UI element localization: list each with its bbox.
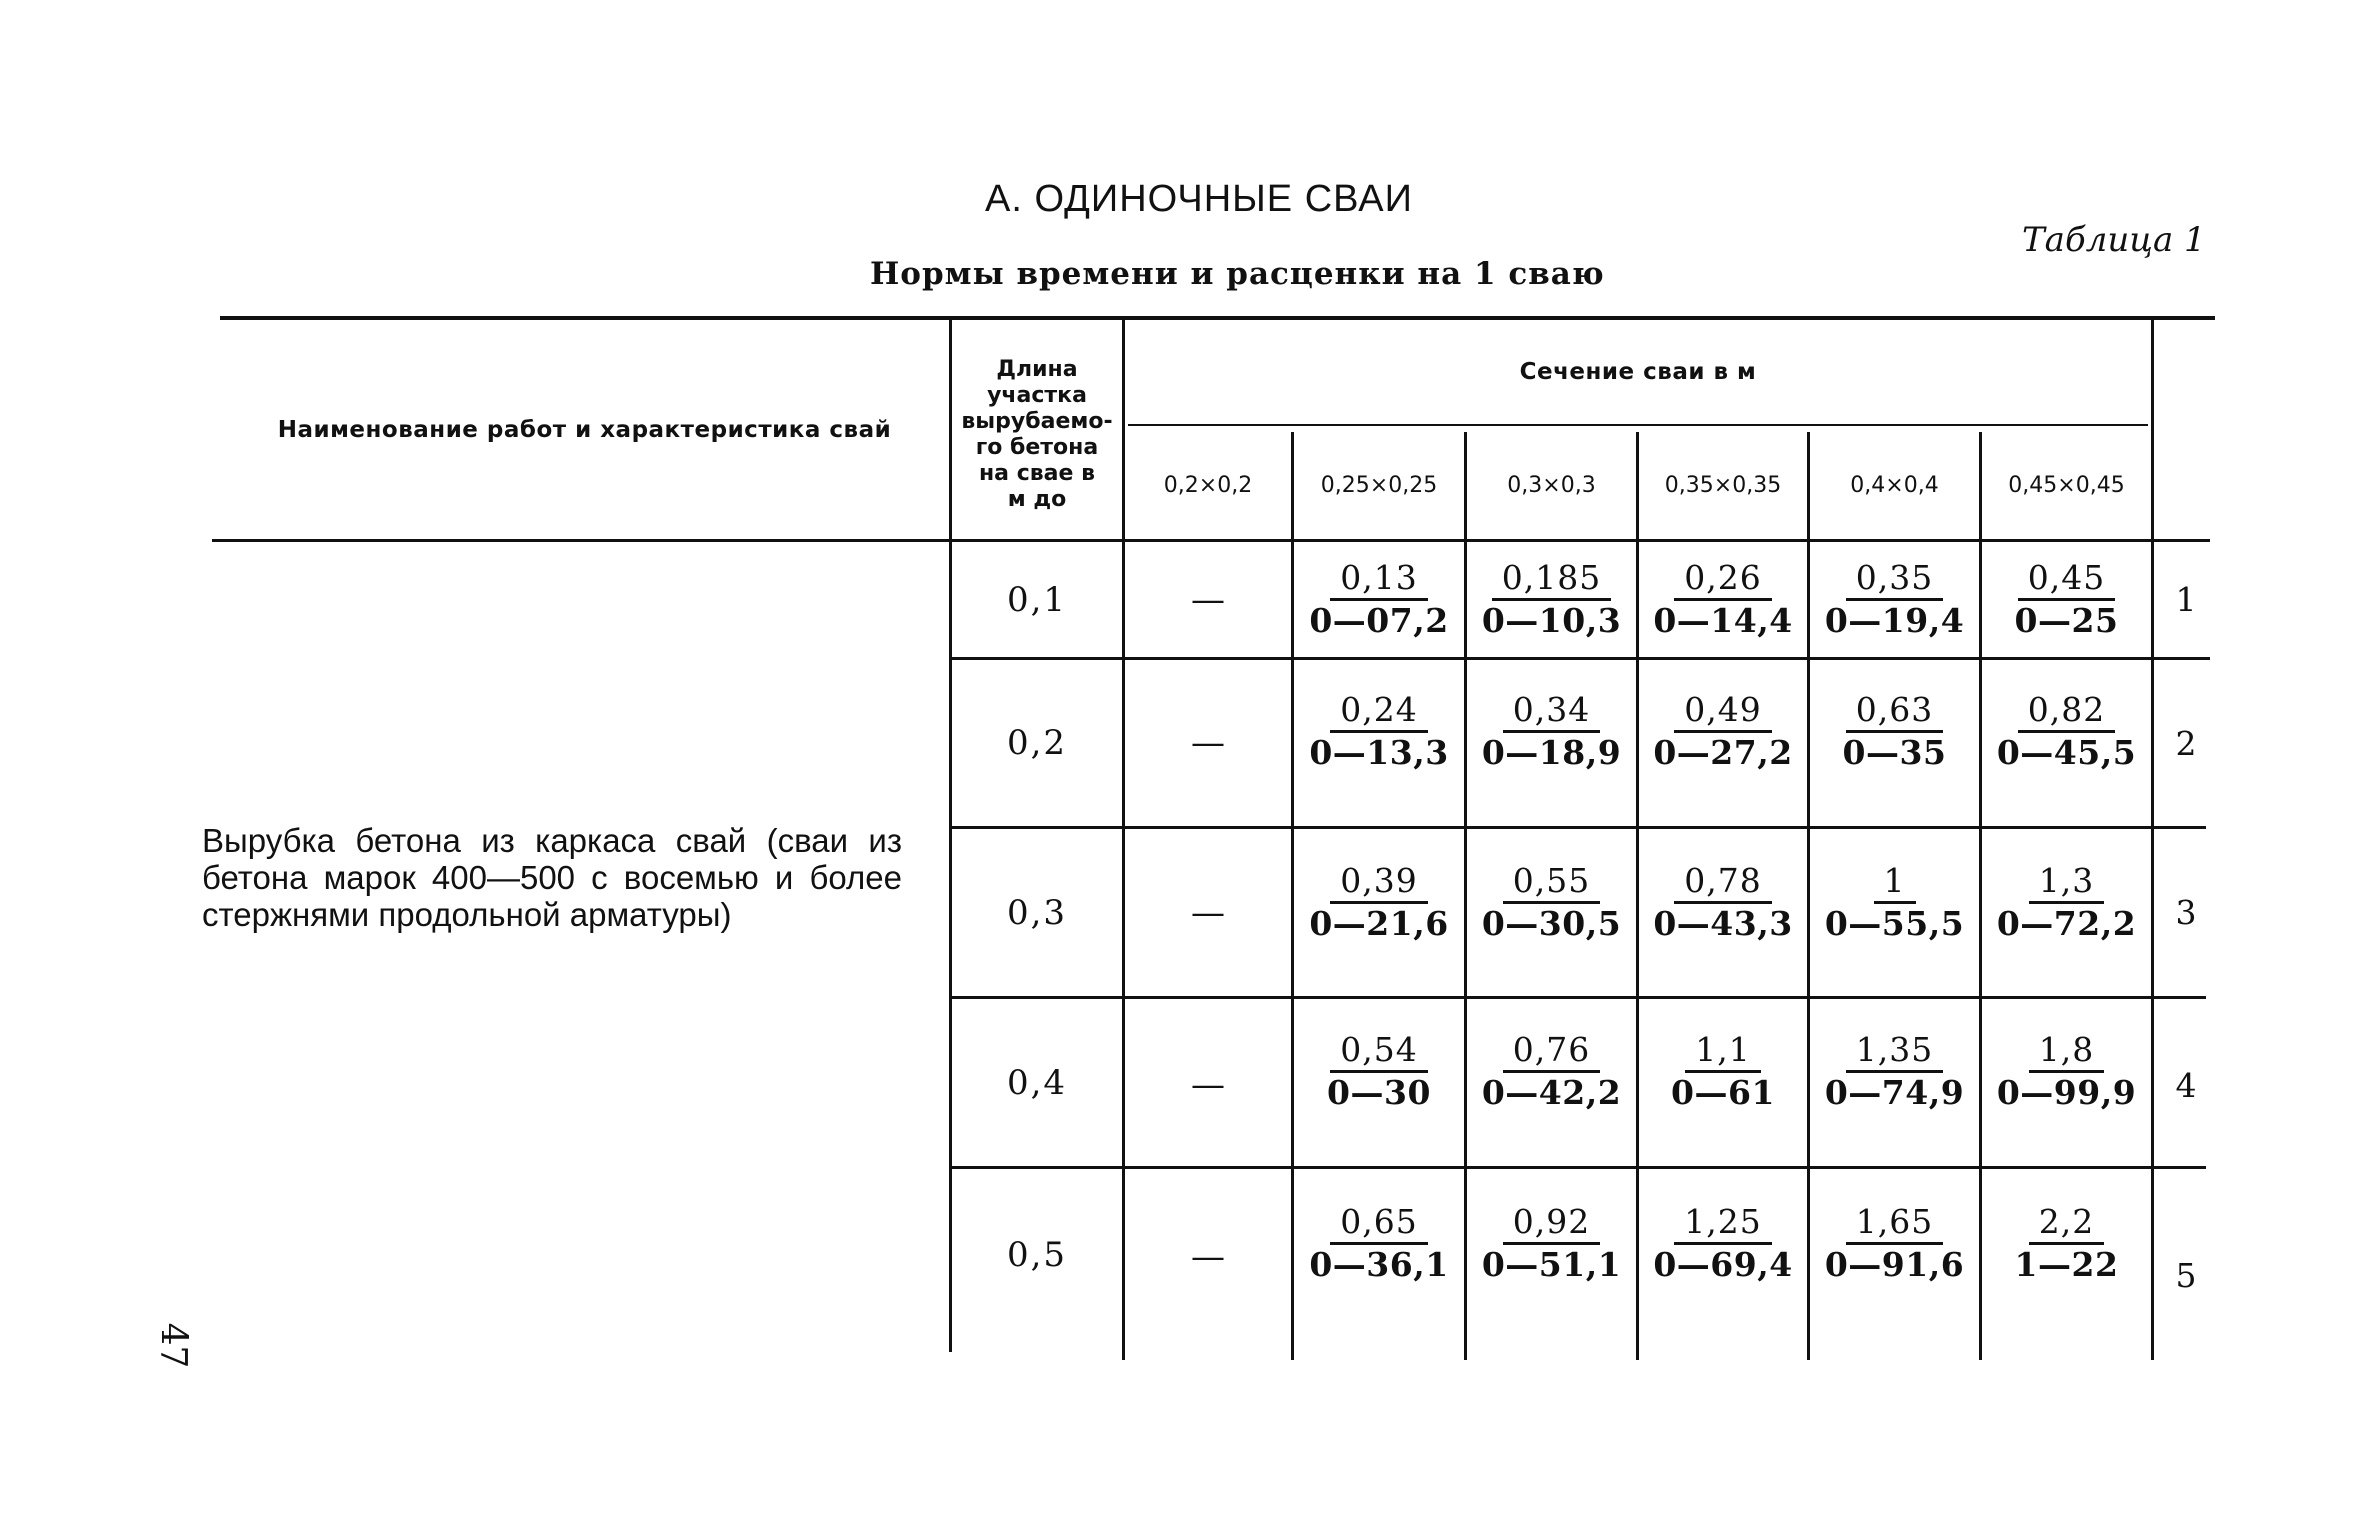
rate-value: 1—22 — [2014, 1244, 2119, 1284]
rate-value: 0—91,6 — [1824, 1244, 1965, 1284]
norm-value: 0,39 — [1330, 861, 1427, 904]
rate-value: 0—30,5 — [1481, 903, 1622, 943]
norm-rate-cell — [1467, 1169, 1636, 1317]
empty-cell-dash: — — [1191, 1237, 1225, 1277]
header-section-group: Сечение сваи в м — [1519, 359, 1757, 385]
rate-value: 0—69,4 — [1653, 1244, 1793, 1284]
row-length: 0,3 — [1006, 892, 1068, 933]
empty-cell-dash: — — [1191, 1065, 1225, 1105]
rate-value: 0—19,4 — [1824, 601, 1965, 640]
norm-value: 0,63 — [1846, 690, 1943, 733]
norm-value: 0,185 — [1492, 558, 1611, 601]
norm-value: 0,76 — [1503, 1030, 1600, 1073]
norm-rate-cell — [1639, 829, 1807, 975]
rate-value: 0—72,2 — [1996, 903, 2137, 943]
norm-value: 1,35 — [1846, 1030, 1943, 1073]
norm-rate-cell — [1639, 999, 1807, 1144]
norm-rate-cell — [1467, 660, 1636, 802]
rate-value: 0—61 — [1671, 1073, 1775, 1112]
empty-cell-dash: — — [1191, 579, 1225, 620]
page-number: 47 — [152, 1322, 194, 1369]
rate-value: 0—30 — [1327, 1073, 1431, 1112]
rate-value: 0—55,5 — [1824, 903, 1965, 943]
norm-rate-cell — [1810, 999, 1979, 1144]
section-title: А. ОДИНОЧНЫЕ СВАИ — [985, 178, 1413, 220]
norm-rate-cell — [1467, 829, 1636, 975]
row-number: 4 — [2175, 1065, 2197, 1105]
norm-value: 0,65 — [1330, 1202, 1427, 1245]
empty-cell-dash: — — [1191, 892, 1225, 933]
norm-rate-cell — [1294, 829, 1464, 975]
norm-value: 0,26 — [1674, 558, 1771, 601]
norm-rate-cell — [1982, 1169, 2151, 1317]
row-number: 3 — [2175, 893, 2197, 932]
row-number: 2 — [2175, 723, 2197, 763]
norm-value: 0,49 — [1674, 690, 1771, 733]
rate-value: 0—10,3 — [1481, 601, 1622, 640]
norm-rate-cell — [1639, 1169, 1807, 1317]
norm-rate-cell — [1982, 660, 2151, 802]
rate-value: 0—35 — [1842, 732, 1947, 772]
header-section-2: 0,3×0,3 — [1507, 473, 1596, 498]
norm-rate-cell — [1982, 542, 2151, 657]
norm-rate-cell — [1982, 829, 2151, 975]
rate-value: 0—45,5 — [1996, 732, 2137, 772]
norm-value: 1,1 — [1685, 1030, 1760, 1073]
rate-value: 0—43,3 — [1653, 903, 1793, 943]
rate-value: 0—74,9 — [1824, 1073, 1965, 1112]
rate-value: 0—18,9 — [1481, 732, 1622, 772]
rate-value: 0—51,1 — [1481, 1244, 1622, 1284]
rate-value: 0—13,3 — [1309, 732, 1449, 772]
row-length: 0,1 — [1006, 579, 1068, 620]
empty-cell-dash: — — [1191, 723, 1225, 763]
table-subtitle: Нормы времени и расценки на 1 сваю — [870, 256, 1605, 292]
header-section-3: 0,35×0,35 — [1664, 473, 1782, 498]
rate-value: 0—36,1 — [1309, 1244, 1449, 1284]
norm-value: 0,54 — [1330, 1030, 1427, 1073]
rate-value: 0—21,6 — [1309, 903, 1449, 943]
norm-rate-cell — [1467, 999, 1636, 1144]
header-work-column: Наименование работ и характеристика свай — [277, 416, 892, 443]
norm-value: 0,55 — [1503, 861, 1600, 904]
norm-rate-cell — [1639, 542, 1807, 657]
row-length: 0,5 — [1006, 1235, 1068, 1275]
rate-value: 0—42,2 — [1481, 1073, 1622, 1112]
rate-value: 0—25 — [2014, 601, 2119, 640]
table-label: Таблица 1 — [2022, 220, 2206, 260]
header-section-1: 0,25×0,25 — [1320, 473, 1438, 498]
norm-value: 0,82 — [2018, 690, 2115, 733]
norm-value: 0,13 — [1330, 558, 1427, 601]
norm-rate-cell — [1294, 542, 1464, 657]
row-number: 1 — [2175, 580, 2197, 619]
norm-rate-cell — [1810, 542, 1979, 657]
norm-value: 0,45 — [2018, 558, 2115, 601]
header-section-5: 0,45×0,45 — [2008, 473, 2125, 498]
norm-value: 0,35 — [1846, 558, 1943, 601]
norm-value: 0,92 — [1503, 1202, 1600, 1245]
work-description: Вырубка бетона из каркаса свай (сваи из бетона марок 400—500 с восемью и более стержнями продольной арматуры) — [202, 822, 902, 933]
norm-value: 2,2 — [2029, 1202, 2104, 1245]
section-group-rule — [1128, 424, 2148, 426]
row-number: 5 — [2175, 1255, 2197, 1295]
norm-value: 0,78 — [1674, 861, 1771, 904]
norm-value: 1,25 — [1674, 1202, 1771, 1245]
norm-rate-cell — [1982, 999, 2151, 1144]
rate-value: 0—14,4 — [1653, 601, 1793, 640]
norm-value: 1,8 — [2029, 1030, 2104, 1073]
norm-rate-cell — [1294, 660, 1464, 802]
header-section-4: 0,4×0,4 — [1850, 473, 1939, 498]
norm-rate-cell — [1810, 660, 1979, 802]
norm-value: 1 — [1874, 861, 1916, 904]
norm-value: 1,65 — [1846, 1202, 1943, 1245]
row-length: 0,2 — [1006, 723, 1068, 763]
norm-rate-cell — [1810, 829, 1979, 975]
norm-value: 0,24 — [1330, 690, 1427, 733]
norm-rate-cell — [1294, 999, 1464, 1144]
norm-rate-cell — [1810, 1169, 1979, 1317]
norm-value: 1,3 — [2029, 861, 2104, 904]
rate-value: 0—27,2 — [1653, 732, 1793, 772]
header-length-column: Длина участка вырубаемо- го бетона на свае в м до — [961, 356, 1113, 512]
norm-rate-cell — [1467, 542, 1636, 657]
header-section-0: 0,2×0,2 — [1163, 473, 1253, 498]
norm-value: 0,34 — [1503, 690, 1600, 733]
norm-rate-cell — [1639, 660, 1807, 802]
row-length: 0,4 — [1006, 1062, 1068, 1103]
rate-value: 0—07,2 — [1309, 601, 1449, 640]
norm-rate-cell — [1294, 1169, 1464, 1317]
rate-value: 0—99,9 — [1996, 1073, 2137, 1112]
